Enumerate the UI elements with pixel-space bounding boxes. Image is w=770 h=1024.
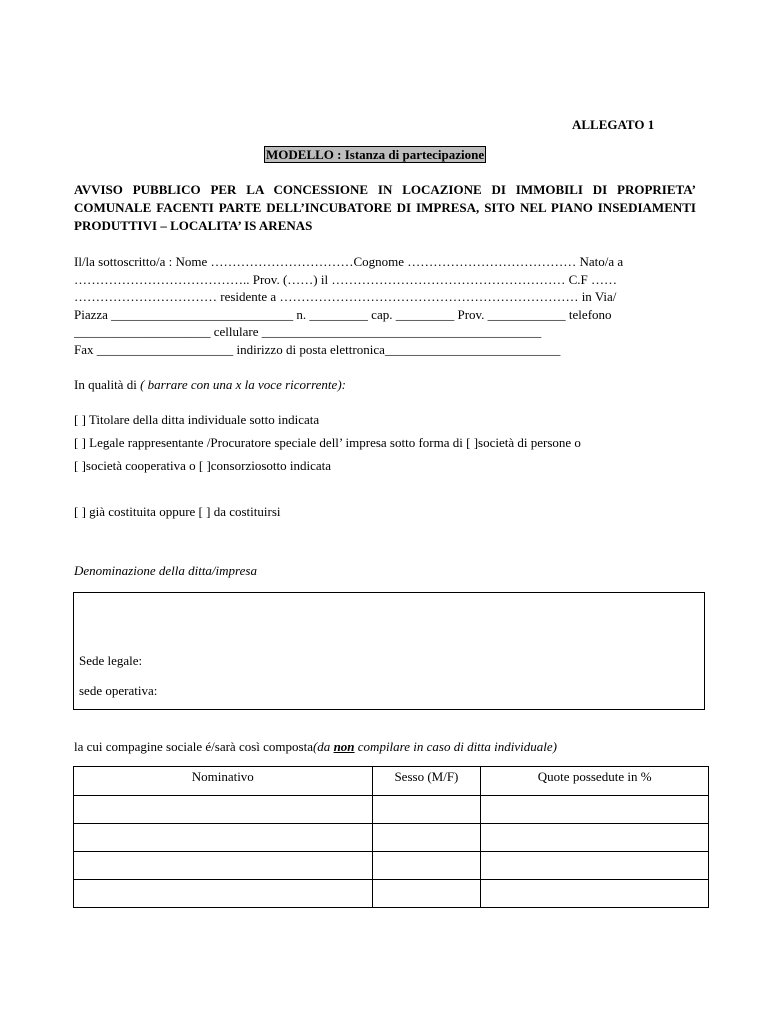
dati-line: …………………………… residente a …………………………………………………………… in Via/ xyxy=(74,289,617,305)
cell-quote[interactable] xyxy=(481,824,709,852)
qualita-intro-note: ( barrare con una x la voce ricorrente): xyxy=(140,377,346,392)
sede-legale-label: Sede legale: xyxy=(79,653,143,668)
dati-line: Il/la sottoscritto/a : Nome ……………………………Cognome ………………………………… Nato/a a xyxy=(74,254,624,269)
cell-sesso[interactable] xyxy=(372,824,481,852)
option-titolare[interactable]: [ ] Titolare della ditta individuale sotto indicata xyxy=(74,412,320,427)
compagine-note: (da non compilare in caso di ditta individuale) xyxy=(312,739,557,754)
cell-quote[interactable] xyxy=(481,796,709,824)
qualita-intro xyxy=(74,377,346,393)
table-row xyxy=(74,880,709,908)
allegato-label: ALLEGATO 1 xyxy=(572,117,655,132)
cell-nominativo[interactable] xyxy=(74,796,373,824)
compagine-text: la cui compagine sociale é/sarà così composta xyxy=(74,739,313,754)
cell-quote[interactable] xyxy=(481,852,709,880)
compagine-line xyxy=(74,739,557,755)
avviso-heading: AVVISO PUBBLICO PER LA CONCESSIONE IN LOCAZIONE DI IMMOBILI DI PROPRIETA’ COMUNALE FACENTI PARTE DELL’INCUBATORE DI IMPRESA, SITO NEL PIANO INSEDIAMENTI PRODUTTIVI – LOCALITA’ IS ARENAS xyxy=(74,182,696,233)
cell-quote[interactable] xyxy=(481,880,709,908)
col-nominativo: Nominativo xyxy=(74,767,373,796)
cell-sesso[interactable] xyxy=(372,852,481,880)
table-row xyxy=(74,824,709,852)
denominazione-box[interactable] xyxy=(73,592,705,710)
col-quote: Quote possedute in % xyxy=(481,767,709,796)
option-legale-rappresentante[interactable]: [ ] Legale rappresentante /Procuratore speciale dell’ impresa sotto forma di [ ]società di persone o xyxy=(74,435,581,450)
option-costituita[interactable]: [ ] già costituita oppure [ ] da costituirsi xyxy=(74,504,281,519)
sede-operativa-label: sede operativa: xyxy=(79,683,158,698)
table-row xyxy=(74,796,709,824)
table-row xyxy=(74,852,709,880)
cell-nominativo[interactable] xyxy=(74,824,373,852)
compagine-table xyxy=(73,766,709,908)
dati-line: Fax _____________________ indirizzo di posta elettronica___________________________ xyxy=(74,341,561,357)
dati-sottoscrittore xyxy=(74,253,696,359)
dati-line: ………………………………….. Prov. (……) il ……………………………………………… C.F …… xyxy=(74,271,617,287)
dati-line: _____________________ cellulare ___________________________________________ xyxy=(74,324,542,340)
cell-nominativo[interactable] xyxy=(74,880,373,908)
cell-sesso[interactable] xyxy=(372,796,481,824)
denominazione-label: Denominazione della ditta/impresa xyxy=(74,563,257,578)
qualita-intro-text: In qualità di xyxy=(74,377,141,392)
non-emphasis: non xyxy=(333,739,355,754)
col-sesso: Sesso (M/F) xyxy=(372,767,481,796)
cell-sesso[interactable] xyxy=(372,880,481,908)
cell-nominativo[interactable] xyxy=(74,852,373,880)
dati-line: Piazza ____________________________ n. _________ cap. _________ Prov. ____________ telefono xyxy=(74,306,612,322)
option-cooperativa-consorzio[interactable]: [ ]società cooperativa o [ ]consorziosotto indicata xyxy=(74,458,332,473)
modello-title: MODELLO : Istanza di partecipazione xyxy=(266,147,485,162)
